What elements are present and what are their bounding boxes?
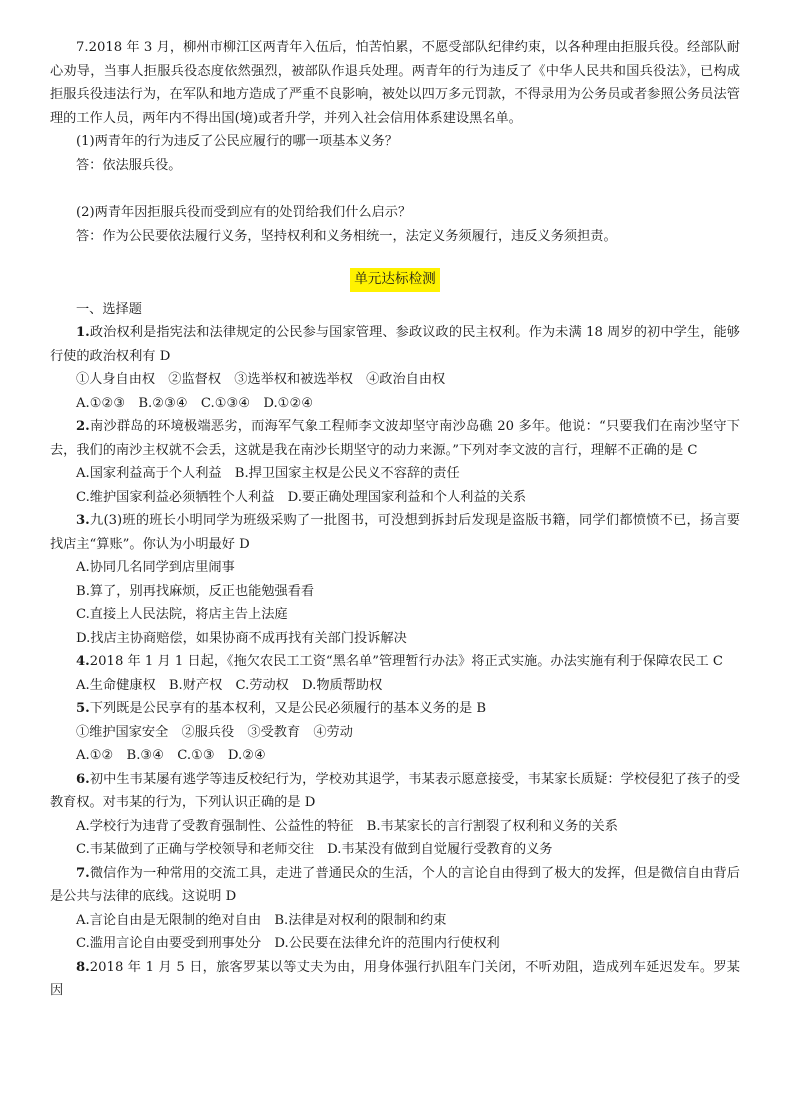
question-number: 7. xyxy=(76,865,90,881)
question-text: 南沙群岛的环境极端恶劣，而海军气象工程师李文波却坚守南沙岛礁 20 多年。他说：“只要我们在南沙坚守下去，我们的南沙主权就不会丢，这就是我在南沙长期坚守的动力来源。”下列对李文波的言行，理解不正确的是 C xyxy=(50,419,740,458)
question-option-line: ①维护国家安全 ②服兵役 ③受教育 ④劳动 xyxy=(76,724,353,740)
question-stem xyxy=(50,862,740,909)
question-text: 下列既是公民享有的基本权利，又是公民必须履行的基本义务的是 B xyxy=(89,701,487,716)
question-option-line: C.滥用言论自由要受到刑事处分 D.公民要在法律允许的范围内行使权利 xyxy=(76,936,500,951)
question-number: 6. xyxy=(76,771,90,787)
question-list xyxy=(50,321,740,1003)
question-option-line: C.维护国家利益必须牺牲个人利益 D.要正确处理国家利益和个人利益的关系 xyxy=(76,489,527,505)
question-number: 3. xyxy=(76,513,90,528)
question-option-line: A.国家利益高于个人利益 B.捍卫国家主权是公民义不容辞的责任 xyxy=(76,466,460,481)
question-option-line: C.韦某做到了正确与学校领导和老师交往 D.韦某没有做到自觉履行受教育的义务 xyxy=(76,842,553,857)
case-paragraph: 7.2018 年 3 月，柳州市柳江区两青年入伍后，怕苦怕累，不愿受部队纪律约束，以各种理由拒服兵役。经部队耐心劝导，当事人拒服兵役态度依然强烈，被部队作退兵处理。两青年的行为违反了《中华人民共和国兵役法》，已构成拒服兵役违法行为，在军队和地方造成了严重不良影响，被处以四万多元罚款，不得录用为公务员或者参照公务员法管理的工作人员，两年内不得出国(境)或者升学，并列入社会信用体系建设黑名单。 xyxy=(50,40,740,126)
sub-question-2: (2)两青年因拒服兵役而受到应有的处罚给我们什么启示？ xyxy=(76,205,412,220)
question-option-line: A.①②③ B.②③④ C.①③④ D.①②④ xyxy=(76,395,314,411)
question-option-line: B.算了，别再找麻烦，反正也能勉强看看 xyxy=(76,583,315,599)
question-text: 九(3)班的班长小明同学为班级采购了一批图书，可没想到拆封后发现是盗版书籍，同学们都愤愤不已，扬言要找店主“算账”。你认为小明最好 D xyxy=(50,513,740,552)
question-option-line: A.生命健康权 B.财产权 C.劳动权 D.物质帮助权 xyxy=(76,677,383,693)
spacer xyxy=(50,177,740,201)
question-text: 初中生韦某屡有逃学等违反校纪行为，学校劝其退学，韦某表示愿意接受，韦某家长质疑：学校侵犯了孩子的受教育权。对韦某的行为，下列认识正确的是 D xyxy=(50,771,740,810)
question-text: 2018 年 1 月 1 日起，《拖欠农民工工资“黑名单”管理暂行办法》将正式实施。办法实施有利于保障农民工 C xyxy=(89,654,723,669)
question-number: 1. xyxy=(76,325,90,340)
question-number: 8. xyxy=(76,959,90,975)
question-number: 4. xyxy=(76,654,90,669)
question-stem xyxy=(50,415,740,462)
sub-question-1: (1)两青年的行为违反了公民应履行的哪一项基本义务？ xyxy=(76,134,398,149)
question-number: 2. xyxy=(76,419,90,434)
question-text: 微信作为一种常用的交流工具，走进了普通民众的生活，个人的言论自由得到了极大的发挥，但是微信自由背后是公共与法律的底线。这说明 D xyxy=(50,865,740,904)
question-option-line: D.找店主协商赔偿，如果协商不成再找有关部门投诉解决 xyxy=(76,630,407,646)
question-stem xyxy=(50,321,740,368)
question-text: 2018 年 1 月 5 日，旅客罗某以等丈夫为由，用身体强行扒阻车门关闭，不听劝阻，造成列车延迟发车。罗某因 xyxy=(50,959,740,998)
question-option-line: ①人身自由权 ②监督权 ③选举权和被选举权 ④政治自由权 xyxy=(76,372,446,387)
answer-2: 答：作为公民要依法履行义务，坚持权利和义务相统一，法定义务须履行，违反义务须担责。 xyxy=(76,228,617,244)
question-option-line: A.协同几名同学到店里闹事 xyxy=(76,560,235,575)
question-option-line: C.直接上人民法院，将店主告上法庭 xyxy=(76,607,288,622)
question-stem xyxy=(50,956,740,1003)
question-text: 政治权利是指宪法和法律规定的公民参与国家管理、参政议政的民主权利。作为未满 18 周岁的初中学生，能够行使的政治权利有 D xyxy=(50,325,740,364)
question-stem xyxy=(50,697,740,721)
part-heading: 一、选择题 xyxy=(76,301,142,317)
question-option-line: A.学校行为违背了受教育强制性、公益性的特征 B.韦某家长的言行割裂了权利和义务的关系 xyxy=(76,818,618,834)
question-number: 5. xyxy=(76,701,90,716)
section-title-wrap xyxy=(50,268,740,292)
question-stem xyxy=(50,650,740,674)
question-option-line: A.言论自由是无限制的绝对自由 B.法律是对权利的限制和约束 xyxy=(76,912,447,928)
question-stem xyxy=(50,768,740,815)
document-content xyxy=(50,36,740,1003)
section-title: 单元达标检测 xyxy=(350,268,440,292)
question-option-line: A.①② B.③④ C.①③ D.②④ xyxy=(76,748,266,763)
question-stem xyxy=(50,509,740,556)
answer-1: 答：依法服兵役。 xyxy=(76,157,182,173)
